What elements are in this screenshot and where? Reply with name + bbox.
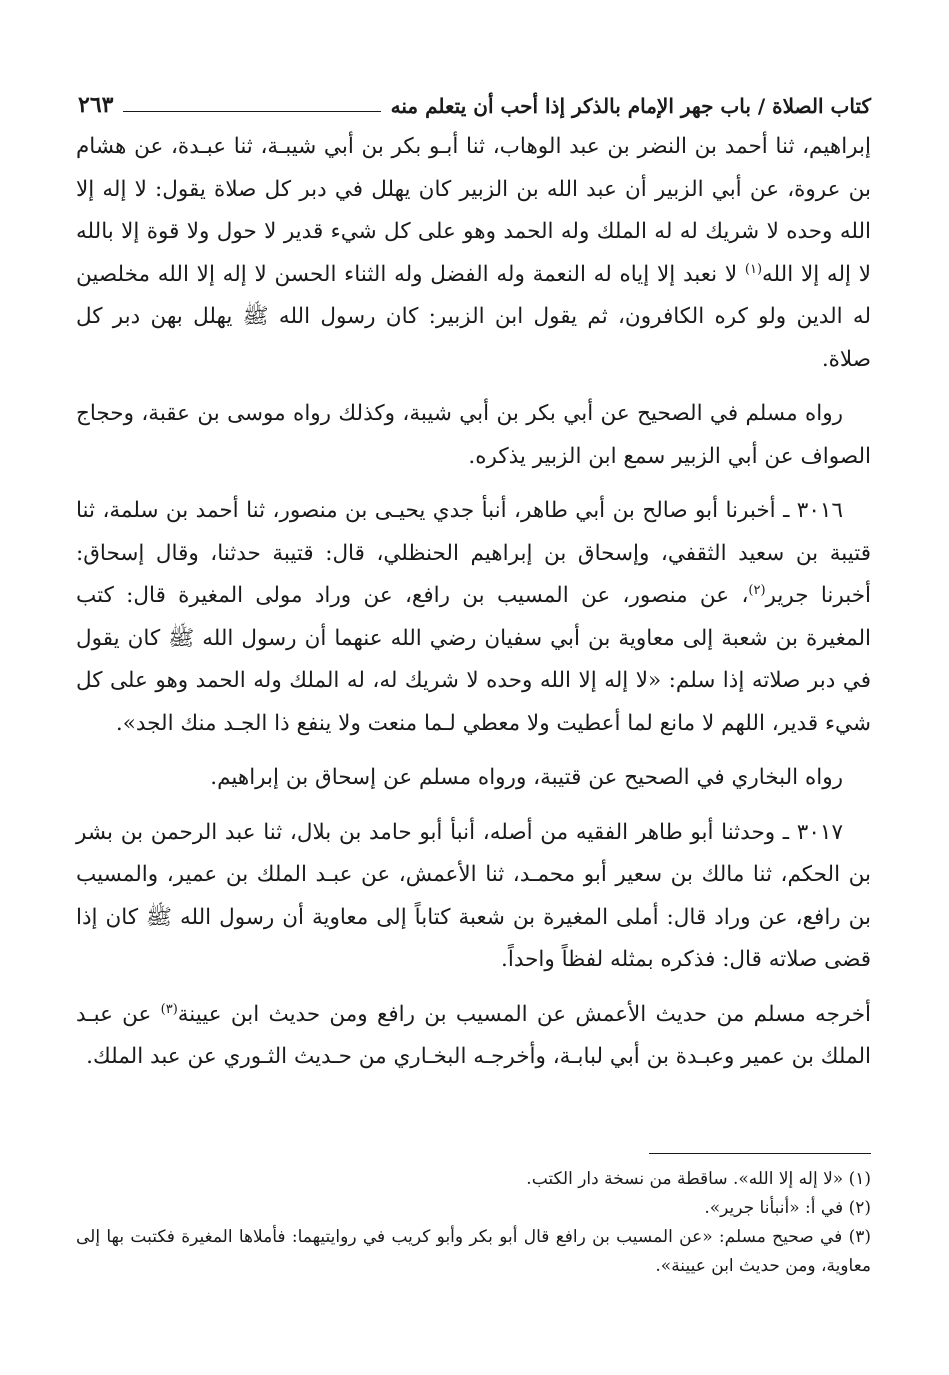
page-number: ٢٦٣ <box>78 92 114 118</box>
running-header-title: كتاب الصلاة / باب جهر الإمام بالذكر إذا أحب أن يتعلم منه <box>390 94 871 118</box>
paragraph <box>76 994 871 1079</box>
running-header <box>78 76 871 116</box>
paragraph-text: لا نعبد إلا إياه له النعمة وله الفضل وله الثناء الحسن لا إله إلا الله مخلصين له الدين ولو كره الكافرون، ثم يقول ابن الزبير: كان رسول الله ﷺ يهلل بهن دبر كل صلاة. <box>76 261 871 372</box>
paragraph-text: إبراهيم، ثنا أحمد بن النضر بن عبد الوهاب، ثنا أبـو بكر بن أبي شيبـة، ثنا عبـدة، عن هشام بن عروة، عن أبي الزبير أن عبد الله بن الزبير كان يهلل في دبر كل صلاة يقول: لا إله إلا الله وحده لا شريك له له الملك وله الحمد وهو على كل شيء قدير لا حول ولا قوة إلا بالله لا إله إلا الله <box>76 134 871 287</box>
footnote-marker: (١) <box>744 261 763 277</box>
paragraph <box>76 126 871 381</box>
header-rule <box>123 111 380 112</box>
paragraph-text: ٣٠١٦ ـ أخبرنا أبو صالح بن أبي طاهر، أنبأ جدي يحيـى بن منصور، ثنا أحمد بن سلمة، ثنا قتيبة بن سعيد الثقفي، وإسحاق بن إبراهيم الحنظلي، قال: قتيبة حدثنا، وقال إسحاق: أخبرنا جرير <box>76 498 871 608</box>
paragraph-text: عن عبـد الملك بن عمير وعبـدة بن أبي لبابـة، وأخرجـه البخـاري من حـديث الثـوري عن عبد الملك. <box>76 1001 871 1069</box>
footnote-separator <box>649 1153 871 1154</box>
footnote-marker: (٢) <box>748 582 766 598</box>
footnote <box>76 1194 871 1223</box>
paragraph-text: ٣٠١٧ ـ وحدثنا أبو طاهر الفقيه من أصله، أنبأ أبو حامد بن بلال، ثنا عبد الرحمن بن بشر بن الحكم، ثنا مالك بن سعير أبو محمـد، ثنا الأعمش، عن عبـد الملك بن عمير، والمسيب بن رافع، عن وراد قال: أملى المغيرة بن شعبة كتاباً إلى معاوية أن رسول الله ﷺ كان إذا قضى صلاته قال: فذكره بمثله لفظاً واحداً. <box>76 819 871 972</box>
body-text <box>76 126 871 1091</box>
footnotes <box>76 1165 871 1281</box>
footnote-number: (٣) <box>848 1227 871 1247</box>
footnote-number: (٢) <box>848 1198 871 1218</box>
footnote-text: في أ: «أنبأنا جرير». <box>704 1198 849 1218</box>
paragraph-text: رواه البخاري في الصحيح عن قتيبة، ورواه مسلم عن إسحاق بن إبراهيم. <box>210 765 843 790</box>
paragraph-text: رواه مسلم في الصحيح عن أبي بكر بن أبي شيبة، وكذلك رواه موسى بن عقبة، وحجاج الصواف عن أبي الزبير سمع ابن الزبير يذكره. <box>76 401 871 469</box>
paragraph-text: أخرجه مسلم من حديث الأعمش عن المسيب بن رافع ومن حديث ابن عيينة <box>177 1001 871 1027</box>
paragraph <box>76 757 871 800</box>
footnote <box>76 1223 871 1281</box>
footnote-text: في صحيح مسلم: «عن المسيب بن رافع قال أبو بكر وأبو كريب في روايتيهما: فأملاها المغيرة فكتبت بها إلى معاوية، ومن حديث ابن عيينة». <box>76 1227 871 1276</box>
paragraph <box>76 812 871 982</box>
footnote <box>76 1165 871 1194</box>
paragraph-text: ، عن منصور، عن المسيب بن رافع، عن وراد مولى المغيرة قال: كتب المغيرة بن شعبة إلى معاوية بن أبي سفيان رضي الله عنهما أن رسول الله ﷺ كان يقول في دبر صلاته إذا سلم: «لا إله إلا الله وحده لا شريك له، له الملك وله الحمد وهو على كل شيء قدير، اللهم لا مانع لما أعطيت ولا معطي لـما منعت ولا ينفع ذا الجـد منك الجد». <box>76 583 871 736</box>
footnote-text: «لا إله إلا الله». ساقطة من نسخة دار الكتب. <box>526 1169 849 1189</box>
footnote-number: (١) <box>848 1169 871 1189</box>
footnote-marker: (٣) <box>160 1001 178 1017</box>
paragraph <box>76 490 871 745</box>
paragraph <box>76 393 871 478</box>
